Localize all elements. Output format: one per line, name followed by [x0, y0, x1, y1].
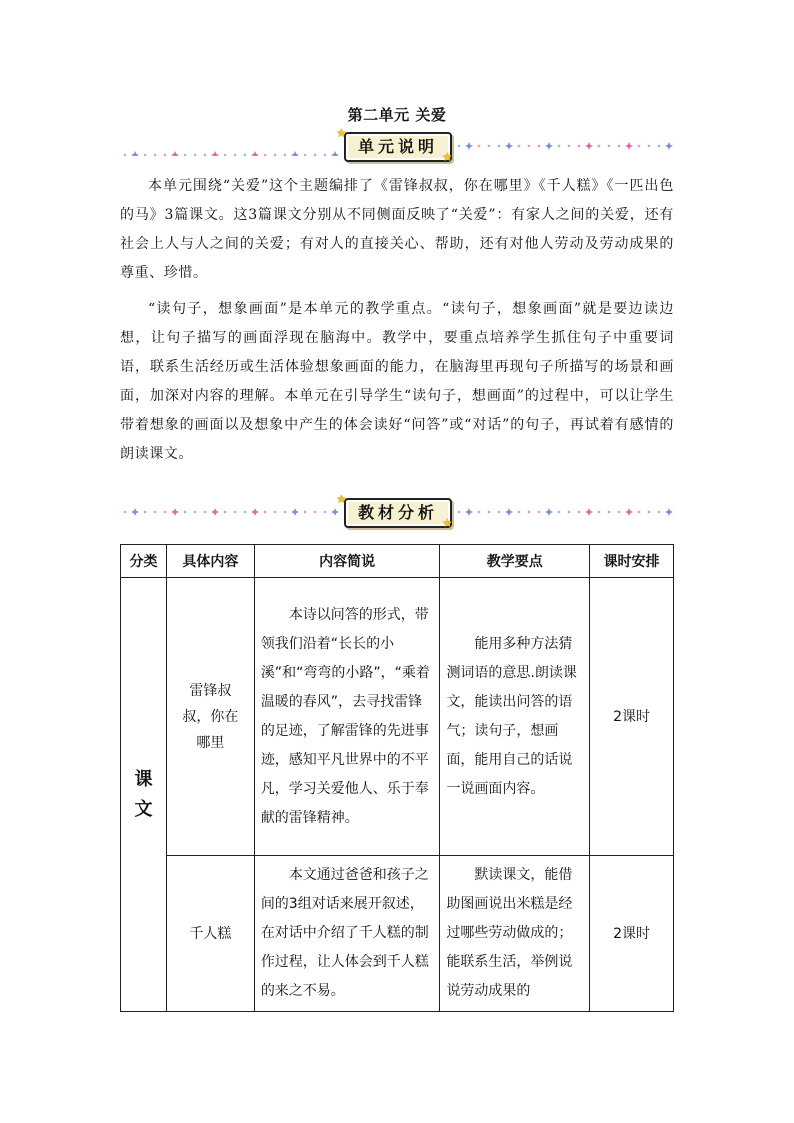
category-cell — [121, 578, 167, 1012]
sparkle-dot — [545, 142, 553, 150]
material-analysis-label: 教材分析 — [344, 498, 452, 528]
sparkle-dot — [567, 510, 571, 514]
sparkle-dot — [527, 510, 531, 514]
sparkle-dot — [517, 144, 521, 148]
unit-description-banner — [120, 126, 674, 164]
sparkle-dot — [505, 142, 513, 150]
sparkle-dot — [647, 510, 651, 514]
sparkle-dot — [465, 142, 473, 150]
sparkle-dot — [617, 144, 621, 148]
sparkle-dot — [657, 144, 661, 148]
sparkle-dot — [517, 510, 521, 514]
decorative-dots-left — [120, 136, 340, 156]
sparkle-dot — [557, 144, 561, 148]
decorative-dots-right — [454, 136, 674, 156]
sparkle-dot — [537, 144, 541, 148]
sparkle-dot — [251, 508, 259, 516]
sparkle-dot — [183, 153, 187, 156]
table-row — [121, 578, 674, 856]
sparkle-dot — [545, 508, 553, 516]
sparkle-dot — [211, 151, 219, 156]
sparkle-dot — [291, 508, 299, 516]
sparkle-dot — [497, 510, 501, 514]
sparkle-dot — [273, 153, 277, 156]
header-content: 具体内容 — [166, 545, 254, 578]
sparkle-dot — [291, 151, 299, 156]
sparkle-dot — [487, 144, 491, 148]
material-analysis-table — [120, 544, 674, 1012]
sparkle-dot — [331, 151, 339, 156]
sparkle-dot — [665, 142, 673, 150]
sparkle-dot — [457, 510, 461, 514]
sparkle-dot — [577, 144, 581, 148]
sparkle-dot — [637, 510, 641, 514]
sparkle-dot — [131, 151, 139, 156]
sparkle-dot — [577, 510, 581, 514]
sparkle-dot — [607, 144, 611, 148]
sparkle-dot — [131, 508, 139, 516]
star-icon: ★ — [442, 516, 453, 530]
sparkle-dot — [171, 151, 179, 156]
decorative-dots-left — [120, 502, 340, 522]
teaching-points-cell: 能用多种方法猜测词语的意思.朗读课文，能读出问答的语气；读句子，想画面，能用自己的话说一说画面内容。 — [440, 578, 590, 856]
sparkle-dot — [163, 510, 167, 514]
sparkle-dot — [597, 144, 601, 148]
sparkle-dot — [123, 510, 127, 514]
star-icon: ★ — [336, 126, 347, 140]
content-cell: 雷锋叔叔，你在哪里 — [166, 578, 254, 856]
sparkle-dot — [465, 508, 473, 516]
sparkle-dot — [313, 510, 317, 514]
sparkle-dot — [153, 153, 157, 156]
summary-cell: 本诗以问答的形式，带领我们沿着“长长的小溪”和“弯弯的小路”，“乘着温暖的春风”，去寻找雷锋的足迹，了解雷锋的先进事迹，感知平凡世界中的不平凡，学习关爱他人、乐于奉献的雷锋精神。 — [254, 578, 440, 856]
table-header-row — [121, 545, 674, 578]
star-icon: ★ — [336, 492, 347, 506]
sparkle-dot — [323, 153, 327, 156]
sparkle-dot — [617, 510, 621, 514]
star-icon: ★ — [442, 150, 453, 164]
sparkle-dot — [585, 508, 593, 516]
summary-cell: 本文通过爸爸和孩子之间的3组对话来展开叙述，在对话中介绍了千人糕的制作过程，让人体会到千人糕的来之不易。 — [254, 856, 440, 1012]
teaching-points-cell: 默读课文，能借助图画说出米糕是经过哪些劳动做成的；能联系生活，举例说说劳动成果的 — [440, 856, 590, 1012]
material-analysis-banner — [120, 492, 674, 530]
sparkle-dot — [203, 510, 207, 514]
sparkle-dot — [625, 142, 633, 150]
sparkle-dot — [263, 510, 267, 514]
sparkle-dot — [143, 153, 147, 156]
sparkle-dot — [647, 144, 651, 148]
sparkle-dot — [283, 510, 287, 514]
sparkle-dot — [193, 153, 197, 156]
sparkle-dot — [203, 153, 207, 156]
sparkle-dot — [487, 510, 491, 514]
sparkle-dot — [123, 153, 127, 156]
sparkle-dot — [497, 144, 501, 148]
hours-cell: 2课时 — [590, 856, 674, 1012]
sparkle-dot — [223, 510, 227, 514]
sparkle-dot — [323, 510, 327, 514]
sparkle-dot — [457, 144, 461, 148]
sparkle-dot — [477, 144, 481, 148]
content-cell: 千人糕 — [166, 856, 254, 1012]
sparkle-dot — [477, 510, 481, 514]
header-hours: 课时安排 — [590, 545, 674, 578]
sparkle-dot — [283, 153, 287, 156]
sparkle-dot — [303, 510, 307, 514]
sparkle-dot — [527, 144, 531, 148]
sparkle-dot — [243, 153, 247, 156]
sparkle-dot — [585, 142, 593, 150]
unit-paragraph-1: 本单元围绕“关爱”这个主题编排了《雷锋叔叔，你在哪里》《千人糕》《一匹出色的马》3篇课文。这3篇课文分别从不同侧面反映了“关爱”：有家人之间的关爱，还有社会上人与人之间的关爱；有对人的直接关心、帮助，还有对他人劳动及劳动成果的尊重、珍惜。 — [120, 178, 674, 281]
sparkle-dot — [163, 153, 167, 156]
sparkle-dot — [153, 510, 157, 514]
sparkle-dot — [665, 508, 673, 516]
sparkle-dot — [567, 144, 571, 148]
sparkle-dot — [171, 508, 179, 516]
sparkle-dot — [625, 508, 633, 516]
sparkle-dot — [273, 510, 277, 514]
sparkle-dot — [233, 153, 237, 156]
sparkle-dot — [537, 510, 541, 514]
sparkle-dot — [607, 510, 611, 514]
unit-paragraph-2: “读句子，想象画面”是本单元的教学重点。“读句子，想象画面”就是要边读边想，让句子描写的画面浮现在脑海中。教学中，要重点培养学生抓住句子中重要词语，联系生活经历或生活体验想象画面的能力，在脑海里再现句子所描写的场景和画面，加深对内容的理解。本单元在引导学生“读句子，想画面”的过程中，可以让学生带着想象的画面以及想象中产生的体会读好“问答”或“对话”的句子，再试着有感情的朗读课文。 — [120, 301, 674, 462]
sparkle-dot — [505, 508, 513, 516]
header-category: 分类 — [121, 545, 167, 578]
sparkle-dot — [597, 510, 601, 514]
sparkle-dot — [557, 510, 561, 514]
decorative-dots-right — [454, 502, 674, 522]
sparkle-dot — [331, 508, 339, 516]
sparkle-dot — [183, 510, 187, 514]
sparkle-dot — [223, 153, 227, 156]
header-teaching-points: 教学要点 — [440, 545, 590, 578]
sparkle-dot — [303, 153, 307, 156]
sparkle-dot — [193, 510, 197, 514]
sparkle-dot — [233, 510, 237, 514]
sparkle-dot — [251, 151, 259, 156]
sparkle-dot — [637, 144, 641, 148]
sparkle-dot — [657, 510, 661, 514]
sparkle-dot — [263, 153, 267, 156]
table-row — [121, 856, 674, 1012]
sparkle-dot — [243, 510, 247, 514]
category-label: 课文 — [134, 768, 153, 820]
unit-description-label: 单元说明 — [344, 132, 452, 162]
sparkle-dot — [211, 508, 219, 516]
sparkle-dot — [143, 510, 147, 514]
hours-cell: 2课时 — [590, 578, 674, 856]
sparkle-dot — [313, 153, 317, 156]
page-title: 第二单元 关爱 — [347, 106, 447, 124]
header-summary: 内容简说 — [254, 545, 440, 578]
